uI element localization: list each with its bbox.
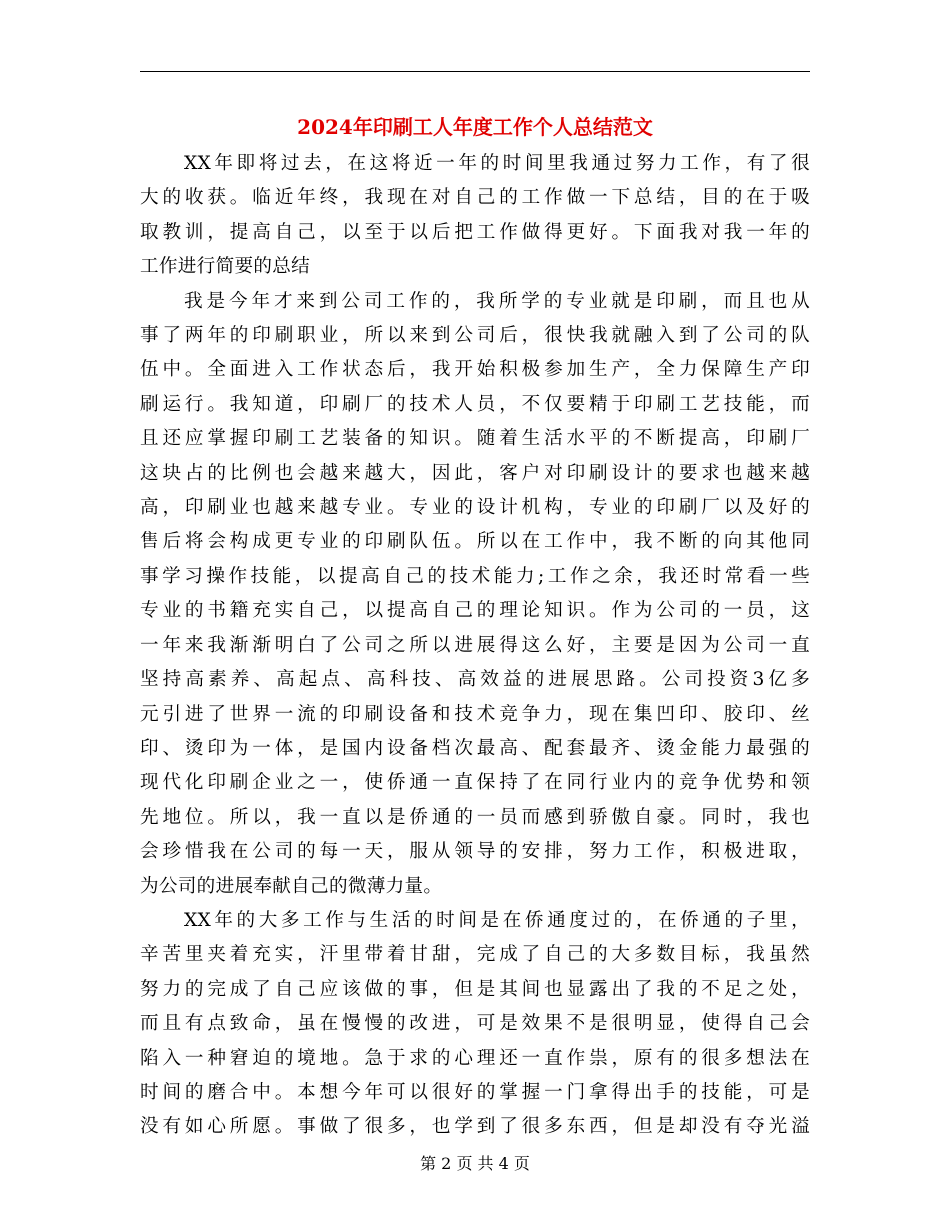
paragraph-1 [140, 147, 810, 285]
paragraph-line: 且还应掌握印刷工艺装备的知识。随着生活水平的不断提高，印刷厂 [140, 428, 810, 450]
document-title: 2024年印刷工人年度工作个人总结范文 [297, 115, 653, 139]
paragraph-line: 刷运行。我知道，印刷厂的技术人员，不仅要精于印刷工艺技能，而 [140, 393, 810, 415]
paragraph-line: 陷入一种窘迫的境地。急于求的心理还一直作祟，原有的很多想法在 [140, 1047, 810, 1069]
paragraph-line: 大的收获。临近年终，我现在对自己的工作做一下总结，目的在于吸 [140, 187, 810, 209]
paragraph-line: 高，印刷业也越来越专业。专业的设计机构，专业的印刷厂以及好的 [140, 497, 810, 519]
page-number-footer: 第 2 页 共 4 页 [420, 1154, 530, 1173]
paragraph-line: 取教训，提高自己，以至于以后把工作做得更好。下面我对我一年的 [140, 221, 810, 243]
paragraph-line: 印、烫印为一体，是国内设备档次最高、配套最齐、烫金能力最强的 [140, 737, 810, 759]
paragraph-line: 时间的磨合中。本想今年可以很好的掌握一门拿得出手的技能，可是 [140, 1081, 810, 1103]
paragraph-line: 没有如心所愿。事做了很多，也学到了很多东西，但是却没有夺光溢 [140, 1116, 810, 1138]
paragraph-line: 我是今年才来到公司工作的，我所学的专业就是印刷，而且也从 [184, 290, 810, 312]
paragraph-line: 为公司的进展奉献自己的微薄力量。 [140, 875, 443, 897]
paragraph-line: 工作进行简要的总结 [140, 256, 311, 278]
paragraph-line: 售后将会构成更专业的印刷队伍。所以在工作中，我不断的向其他同 [140, 531, 810, 553]
paragraph-line: 事学习操作技能，以提高自己的技术能力;工作之余，我还时常看一些 [140, 565, 810, 587]
paragraph-3 [140, 904, 810, 1145]
document-body [140, 147, 810, 1145]
paragraph-2 [140, 285, 810, 904]
paragraph-line: XX年的大多工作与生活的时间是在侨通度过的，在侨通的子里， [184, 909, 810, 931]
paragraph-line: 一年来我渐渐明白了公司之所以进展得这么好，主要是因为公司一直 [140, 634, 810, 656]
paragraph-line: 专业的书籍充实自己，以提高自己的理论知识。作为公司的一员，这 [140, 600, 810, 622]
paragraph-line: 而且有点致命，虽在慢慢的改进，可是效果不是很明显，使得自己会 [140, 1013, 810, 1035]
paragraph-line: 现代化印刷企业之一，使侨通一直保持了在同行业内的竞争优势和领 [140, 772, 810, 794]
paragraph-line: 坚持高素养、高起点、高科技、高效益的进展思路。公司投资3亿多 [140, 669, 810, 691]
paragraph-line: XX年即将过去，在这将近一年的时间里我通过努力工作，有了很 [184, 153, 810, 174]
paragraph-line: 努力的完成了自己应该做的事，但是其间也显露出了我的不足之处， [140, 978, 810, 1000]
paragraph-line: 会珍惜我在公司的每一天，服从领导的安排，努力工作，积极进取， [140, 841, 810, 863]
paragraph-line: 先地位。所以，我一直以是侨通的一员而感到骄傲自豪。同时，我也 [140, 806, 810, 828]
paragraph-line: 伍中。全面进入工作状态后，我开始积极参加生产，全力保障生产印 [140, 359, 810, 381]
paragraph-line: 事了两年的印刷职业，所以来到公司后，很快我就融入到了公司的队 [140, 325, 810, 347]
paragraph-line: 这块占的比例也会越来越大，因此，客户对印刷设计的要求也越来越 [140, 462, 810, 484]
paragraph-line: 元引进了世界一流的印刷设备和技术竞争力，现在集凹印、胶印、丝 [140, 703, 810, 725]
header-rule [140, 71, 810, 72]
paragraph-line: 辛苦里夹着充实，汗里带着甘甜，完成了自己的大多数目标，我虽然 [140, 944, 810, 966]
